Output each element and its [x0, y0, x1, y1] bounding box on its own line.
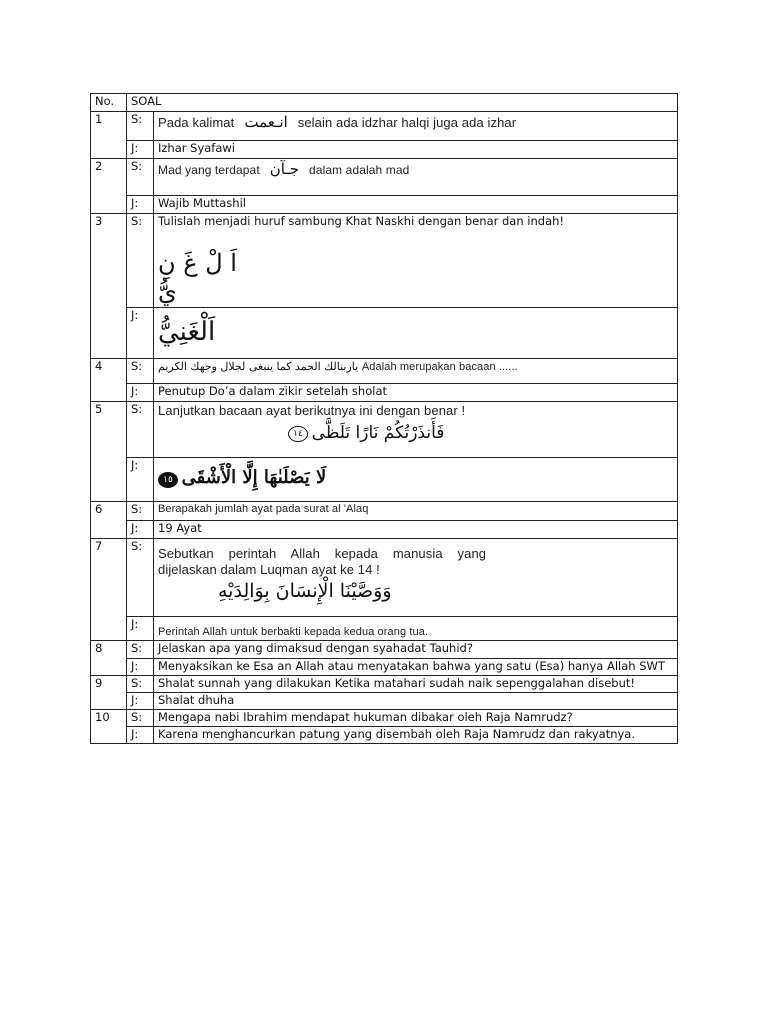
table-row: [91, 458, 678, 502]
question-text: selain ada idzhar halqi juga ada izhar: [297, 115, 517, 130]
table-row: [91, 710, 678, 727]
arabic-letters: اَ لْ غَ نِ يُّ: [158, 248, 237, 306]
arabic-word: جـآن: [269, 160, 300, 178]
question-text: Tulislah menjadi huruf sambung Khat Naskhi dengan benar dan indah!: [158, 214, 565, 228]
answer-text: Shalat dhuha: [154, 693, 678, 710]
table-row: [91, 617, 678, 641]
question-text-line2: dijelaskan dalam Luqman ayat ke 14 !: [158, 561, 380, 577]
answer-text: Karena menghancurkan patung yang disembah oleh Raja Namrudz dan rakyatnya.: [154, 727, 678, 744]
arabic-doa: ياربنالك الحمد كما ينبغى لجلال وجهك الكريم: [158, 360, 359, 374]
question-cell: [154, 359, 678, 384]
table-row: [91, 359, 678, 384]
table-row: [91, 159, 678, 196]
question-cell: [154, 214, 678, 308]
item-number: 1: [91, 112, 127, 159]
answer-text: Perintah Allah untuk berbakti kepada kedua orang tua.: [154, 617, 678, 641]
table-row: [91, 727, 678, 744]
question-text: dalam adalah mad: [309, 163, 410, 177]
item-number: 8: [91, 641, 127, 676]
item-number: 9: [91, 676, 127, 710]
item-number: 5: [91, 402, 127, 502]
table-row: [91, 659, 678, 676]
j-label: J:: [127, 659, 154, 676]
table-row: [91, 539, 678, 617]
ayah-number-badge: ١٥: [158, 472, 178, 488]
j-label: J:: [127, 308, 154, 359]
header-soal: SOAL: [127, 94, 678, 112]
s-label: S:: [127, 710, 154, 727]
arabic-ayah: وَوَصَّيْنَا الْإِنسَانَ بِوَالِدَيْهِ: [218, 579, 392, 602]
answer-cell: [154, 308, 678, 359]
arabic-answer: اَلْغَنِيُّ: [158, 317, 216, 348]
question-text: Jelaskan apa yang dimaksud dengan syahadat Tauhid?: [154, 641, 678, 659]
arabic-ayah: فَأَنذَرْتُكُمْ نَارًا تَلَظَّى: [311, 422, 445, 443]
s-label: S:: [127, 402, 154, 458]
question-cell: [154, 159, 678, 196]
j-label: J:: [127, 693, 154, 710]
question-text: Adalah merupakan bacaan ......: [361, 361, 518, 374]
table-header-row: [91, 94, 678, 112]
item-number: 10: [91, 710, 127, 744]
s-label: S:: [127, 359, 154, 384]
j-label: J:: [127, 384, 154, 402]
answer-text: Menyaksikan ke Esa an Allah atau menyatakan bahwa yang satu (Esa) hanya Allah SWT: [154, 659, 678, 676]
s-label: S:: [127, 214, 154, 308]
question-cell: [154, 402, 678, 458]
item-number: 7: [91, 539, 127, 641]
question-text: Mengapa nabi Ibrahim mendapat hukuman dibakar oleh Raja Namrudz?: [154, 710, 678, 727]
answer-text: 19 Ayat: [154, 521, 678, 539]
j-label: J:: [127, 458, 154, 502]
j-label: J:: [127, 727, 154, 744]
question-text: Lanjutkan bacaan ayat berikutnya ini dengan benar !: [158, 403, 466, 419]
s-label: S:: [127, 159, 154, 196]
soal-table: [90, 93, 678, 744]
table-row: [91, 676, 678, 693]
answer-text: Izhar Syafawi: [154, 141, 678, 159]
table-row: [91, 521, 678, 539]
table-row: [91, 141, 678, 159]
question-text: Shalat sunnah yang dilakukan Ketika matahari sudah naik sepenggalahan disebut!: [154, 676, 678, 693]
s-label: S:: [127, 676, 154, 693]
table-row: [91, 308, 678, 359]
s-label: S:: [127, 539, 154, 617]
table-row: [91, 502, 678, 521]
j-label: J:: [127, 141, 154, 159]
header-no: No.: [91, 94, 127, 112]
table-row: [91, 693, 678, 710]
arabic-word: انـعمت: [244, 113, 288, 131]
s-label: S:: [127, 502, 154, 521]
j-label: J:: [127, 521, 154, 539]
arabic-ayah-answer: لَا يَصْلَىٰهَا إِلَّا الْأَشْقَى: [181, 467, 327, 489]
table-row: [91, 402, 678, 458]
question-text: Pada kalimat: [158, 115, 235, 130]
table-row: [91, 641, 678, 659]
item-number: 3: [91, 214, 127, 359]
question-cell: [154, 539, 678, 617]
table-row: [91, 112, 678, 141]
ayah-number-badge: ١٤: [288, 426, 308, 442]
item-number: 4: [91, 359, 127, 402]
answer-text: Penutup Do’a dalam zikir setelah sholat: [154, 384, 678, 402]
j-label: J:: [127, 196, 154, 214]
question-text: Berapakah jumlah ayat pada surat al 'Alaq: [154, 502, 678, 521]
question-text-line1: Sebutkan perintah Allah kepada manusia yang: [158, 546, 487, 562]
table-row: [91, 214, 678, 308]
question-text: Mad yang terdapat: [158, 163, 260, 177]
s-label: S:: [127, 112, 154, 141]
answer-text: Wajib Muttashil: [154, 196, 678, 214]
item-number: 6: [91, 502, 127, 539]
s-label: S:: [127, 641, 154, 659]
item-number: 2: [91, 159, 127, 214]
j-label: J:: [127, 617, 154, 641]
table-row: [91, 384, 678, 402]
table-row: [91, 196, 678, 214]
answer-cell: [154, 458, 678, 502]
question-cell: [154, 112, 678, 141]
